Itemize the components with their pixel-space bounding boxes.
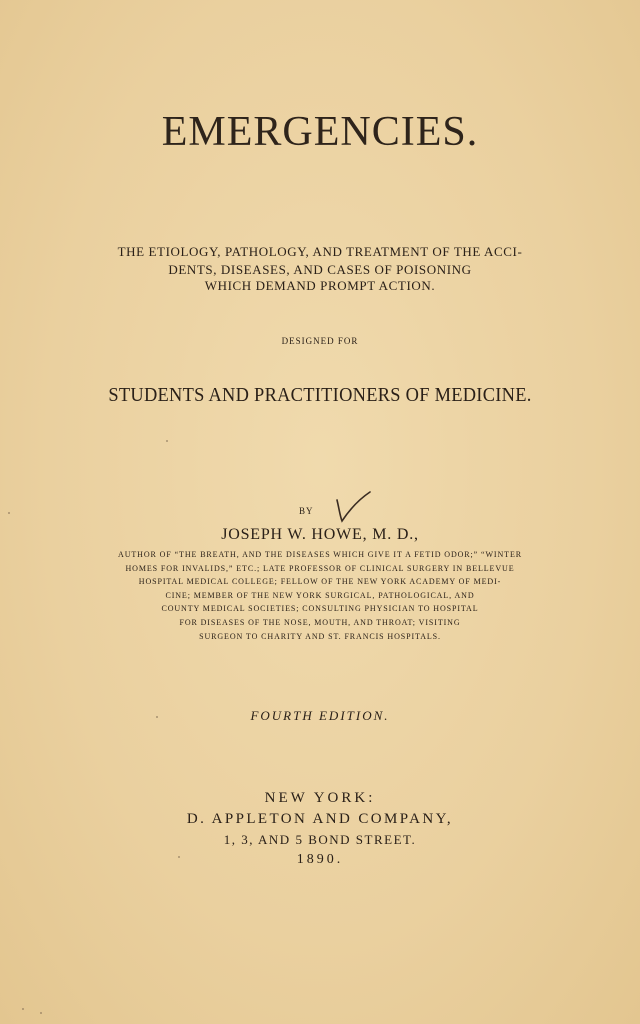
credentials-line: AUTHOR OF “THE BREATH, AND THE DISEASES WHICH GIVE IT A FETID ODOR;” “WINTER (118, 550, 522, 559)
imprint-year: 1890. (296, 852, 344, 867)
paper-speck (166, 440, 168, 442)
paper-speck (8, 512, 10, 514)
imprint-publisher: D. APPLETON AND COMPANY, (186, 811, 454, 827)
designed-for-label: DESIGNED FOR (281, 336, 359, 346)
author-name: JOSEPH W. HOWE, M. D., (221, 526, 419, 543)
subtitle-line-3: WHICH DEMAND PROMPT ACTION. (204, 278, 436, 293)
credentials-line: COUNTY MEDICAL SOCIETIES; CONSULTING PHYSICIAN TO HOSPITAL (161, 604, 479, 613)
imprint-city: NEW YORK: (264, 790, 376, 806)
imprint-address: 1, 3, AND 5 BOND STREET. (223, 832, 417, 847)
paper-speck (156, 716, 158, 718)
handwritten-check-mark (334, 488, 374, 524)
subtitle-line-2: DENTS, DISEASES, AND CASES OF POISONING (168, 262, 472, 277)
credentials-line: HOMES FOR INVALIDS,” ETC.; LATE PROFESSOR OF CLINICAL SURGERY IN BELLEVUE (125, 564, 515, 573)
book-title: EMERGENCIES. (161, 109, 479, 155)
credentials-line: SURGEON TO CHARITY AND ST. FRANCIS HOSPITALS. (199, 632, 441, 641)
paper-speck (22, 1008, 24, 1010)
credentials-line: HOSPITAL MEDICAL COLLEGE; FELLOW OF THE NEW YORK ACADEMY OF MEDI- (138, 577, 502, 586)
credentials-line: CINE; MEMBER OF THE NEW YORK SURGICAL, PATHOLOGICAL, AND (165, 591, 475, 600)
by-label: BY (299, 506, 314, 516)
audience-line: STUDENTS AND PRACTITIONERS OF MEDICINE. (108, 384, 532, 406)
edition-label: FOURTH EDITION. (250, 708, 390, 723)
paper-speck (40, 1012, 42, 1014)
paper-speck (178, 856, 180, 858)
subtitle-line-1: THE ETIOLOGY, PATHOLOGY, AND TREATMENT OF THE ACCI- (117, 244, 523, 259)
credentials-line: FOR DISEASES OF THE NOSE, MOUTH, AND THROAT; VISITING (179, 618, 461, 627)
